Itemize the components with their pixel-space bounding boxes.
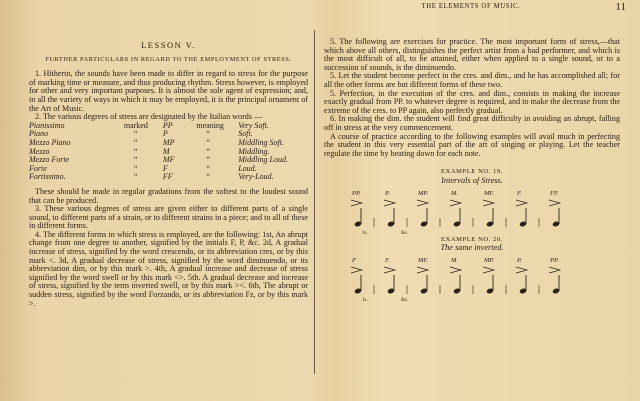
table-cell: Mezzo Forte — [29, 155, 70, 165]
table-cell: Very-Loud. — [238, 172, 274, 182]
table-cell: “ — [206, 129, 210, 139]
example-20-dynamic-mark: M. — [451, 256, 459, 264]
table-cell: F — [162, 163, 168, 173]
table-cell: “ — [133, 129, 138, 139]
example-20-dynamic-mark: PP. — [550, 256, 559, 264]
paragraph-6: 5. Perfection, in the execution of the cres. and dim., consists in making the increase exactly gradual from PP. to whatever degree is required, and to make the decrease from the extreme of the cres. to PP again, also perfectly gradual. — [324, 88, 620, 115]
table-cell: “ — [206, 172, 210, 182]
table-row — [29, 173, 308, 182]
table-row — [29, 156, 308, 165]
paragraph-gradations: These should be made in regular gradations from the softest to the loudest sound that can be produced. — [29, 186, 308, 205]
example-19-dynamic-mark: PP. — [352, 189, 361, 197]
paragraph-7: 6. In making the dim. the student will find great difficulty in avoiding an abrupt, falling off in stress at the very commencement. — [324, 114, 620, 132]
example-20-subtitle: The same inverted. — [440, 243, 504, 253]
table-cell: Middling Loud. — [238, 155, 288, 165]
left-column — [29, 30, 308, 308]
table-cell: Mezzo — [29, 146, 50, 156]
example-19-footnote: 1s. — [362, 230, 368, 236]
running-head: THE ELEMENTS OF MUSIC. — [421, 3, 521, 10]
example-20-stress-mark — [549, 267, 560, 273]
table-cell: Fortissimo. — [29, 172, 66, 182]
table-cell: “ — [133, 163, 138, 173]
table-cell: MP — [162, 137, 175, 147]
paragraph-2: 2. The various degrees of stress are designated by the Italian words — — [35, 112, 263, 122]
table-cell: “ — [206, 137, 210, 147]
paragraph-3: 3. These various degrees of stress are given either to different parts of a single sound, to different parts of a strain, or to different strains in a piece; and to all of these in different forms. — [29, 204, 308, 231]
example-19-stress-mark — [450, 200, 461, 206]
example-19-dynamic-mark: M. — [451, 189, 459, 197]
example-20-footnote: 1s. — [362, 297, 368, 301]
table-cell: Middling Soft. — [238, 137, 284, 147]
example-20-stress-mark — [351, 267, 362, 273]
example-19-dynamic-mark: FF. — [550, 189, 559, 197]
example-20-dynamic-mark: F — [352, 256, 356, 264]
example-20-dynamic-mark: MF. — [418, 256, 429, 264]
table-cell: Piano — [29, 129, 49, 139]
table-cell: Mezzo Piano — [29, 137, 71, 147]
example-19-dynamic-mark: MF. — [484, 189, 495, 197]
example-19-stress-mark — [516, 200, 527, 206]
table-cell: meaning — [196, 120, 224, 130]
table-cell: FF — [162, 172, 173, 182]
table-cell: P — [162, 129, 168, 139]
table-cell: “ — [206, 146, 210, 156]
example-20-stress-mark — [384, 267, 395, 273]
table-cell: M — [162, 146, 170, 156]
example-19-dynamic-mark: F. — [517, 189, 522, 197]
right-column — [324, 38, 620, 301]
example-19-stress-mark — [351, 200, 362, 206]
page-number: 11 — [615, 1, 626, 13]
table-cell: MF — [162, 155, 175, 165]
example-19-dynamic-mark: P. — [385, 189, 390, 197]
paragraph-5: 5. The following are exercises for practice. The most important form of stress,—that which above all others, distinguishes the perfect artist from a bad performer, and which is the most difficult of all, to be attained, either when applied to a single sound, or to a succession of sounds, is the diminuendo. — [324, 37, 620, 72]
table-cell: Loud. — [238, 163, 257, 173]
example-20-dynamic-mark: MP. — [484, 256, 495, 264]
example-20-footnote: &c. — [401, 297, 409, 301]
table-cell: “ — [206, 163, 210, 173]
example-20-stress-mark — [483, 267, 494, 273]
table-cell: “ — [133, 146, 138, 156]
example-20-stress-mark — [417, 267, 428, 273]
table-cell: “ — [133, 172, 138, 182]
table-cell: Middling. — [238, 146, 270, 156]
example-19-title: EXAMPLE NO. 19. — [440, 168, 504, 176]
table-cell: Forte — [29, 163, 47, 173]
lesson-subtitle: FURTHER PARTICULARS IN REGARD TO THE EMPLOYMENT OF STRESS. — [45, 55, 292, 63]
table-row — [29, 122, 308, 131]
paragraph-5b: 5. Let the student become perfect in the cres. and dim., and he has accomplished all; for all the other forms are but different forms of these two. — [324, 71, 620, 89]
table-cell: Pianissimo — [29, 120, 65, 130]
dynamics-table — [29, 122, 308, 182]
example-20-stress-mark — [450, 267, 461, 273]
table-cell: Very Soft. — [238, 120, 269, 130]
example-20-title: EXAMPLE NO. 20. — [440, 235, 504, 243]
example-19-stress-mark — [384, 200, 395, 206]
paragraph-1: 1. Hitherto, the sounds have been made to differ in regard to stress for the purpose of marking time or measure, and thus producing rhythm. Stress however, is employed for other and very important purposes. It is almost the sole agent of expression; and, in all the variety of ways in which it may be employed, it is the principal ornament of the Art of Music. — [29, 69, 308, 113]
table-cell: “ — [133, 155, 138, 165]
example-19-subtitle: Intervals of Stress. — [441, 175, 503, 185]
example-19-dynamic-mark: MP. — [418, 189, 429, 197]
paragraph-4: 4. The different forms in which stress is employed, are the following: 1st, An abrupt change from one degree to another, signified by the initials F, P, &c. 2d, A gradual increase of stress, signified by the word crescendo, or its abbreviation cres, or by this mark <. 3d, A gradual decrease of stress, signified by the word diminuendo, or its abbreviation dim, or by this mark >. 4th, A gradual increase and decrease of stress signified by the word swell or by this mark <>. 5th. A gradual decrease and increase of stress, signified by the term inverted swell, or by this mark ><. 6th, The abrupt or sudden stress, signified by the word Forzando, or its abbreviation Fz, or by this mark >. — [29, 229, 308, 308]
example-20-stress-mark — [516, 267, 527, 273]
paragraph-8: A course of practice according to the following examples will avail much in perfecting the student in this very essential part of the art of singing or playing. Let the teacher regulate the time by beating down for each note. — [324, 131, 620, 158]
example-19-stress-mark — [549, 200, 560, 206]
example-19-stress-mark — [483, 200, 494, 206]
table-cell: Soft. — [238, 129, 253, 139]
column-divider — [314, 30, 315, 374]
lesson-title: LESSON V. — [141, 40, 196, 50]
table-cell: marked — [123, 120, 148, 130]
example-19-notation — [324, 186, 620, 236]
example-19-stress-mark — [417, 200, 428, 206]
table-cell: “ — [133, 137, 138, 147]
table-cell: “ — [206, 155, 210, 165]
table-cell: PP — [162, 120, 173, 130]
example-19-footnote: &c. — [401, 230, 409, 236]
example-20-dynamic-mark: P. — [517, 256, 522, 264]
example-20-notation — [324, 253, 620, 301]
example-20-dynamic-mark: F. — [385, 256, 390, 264]
